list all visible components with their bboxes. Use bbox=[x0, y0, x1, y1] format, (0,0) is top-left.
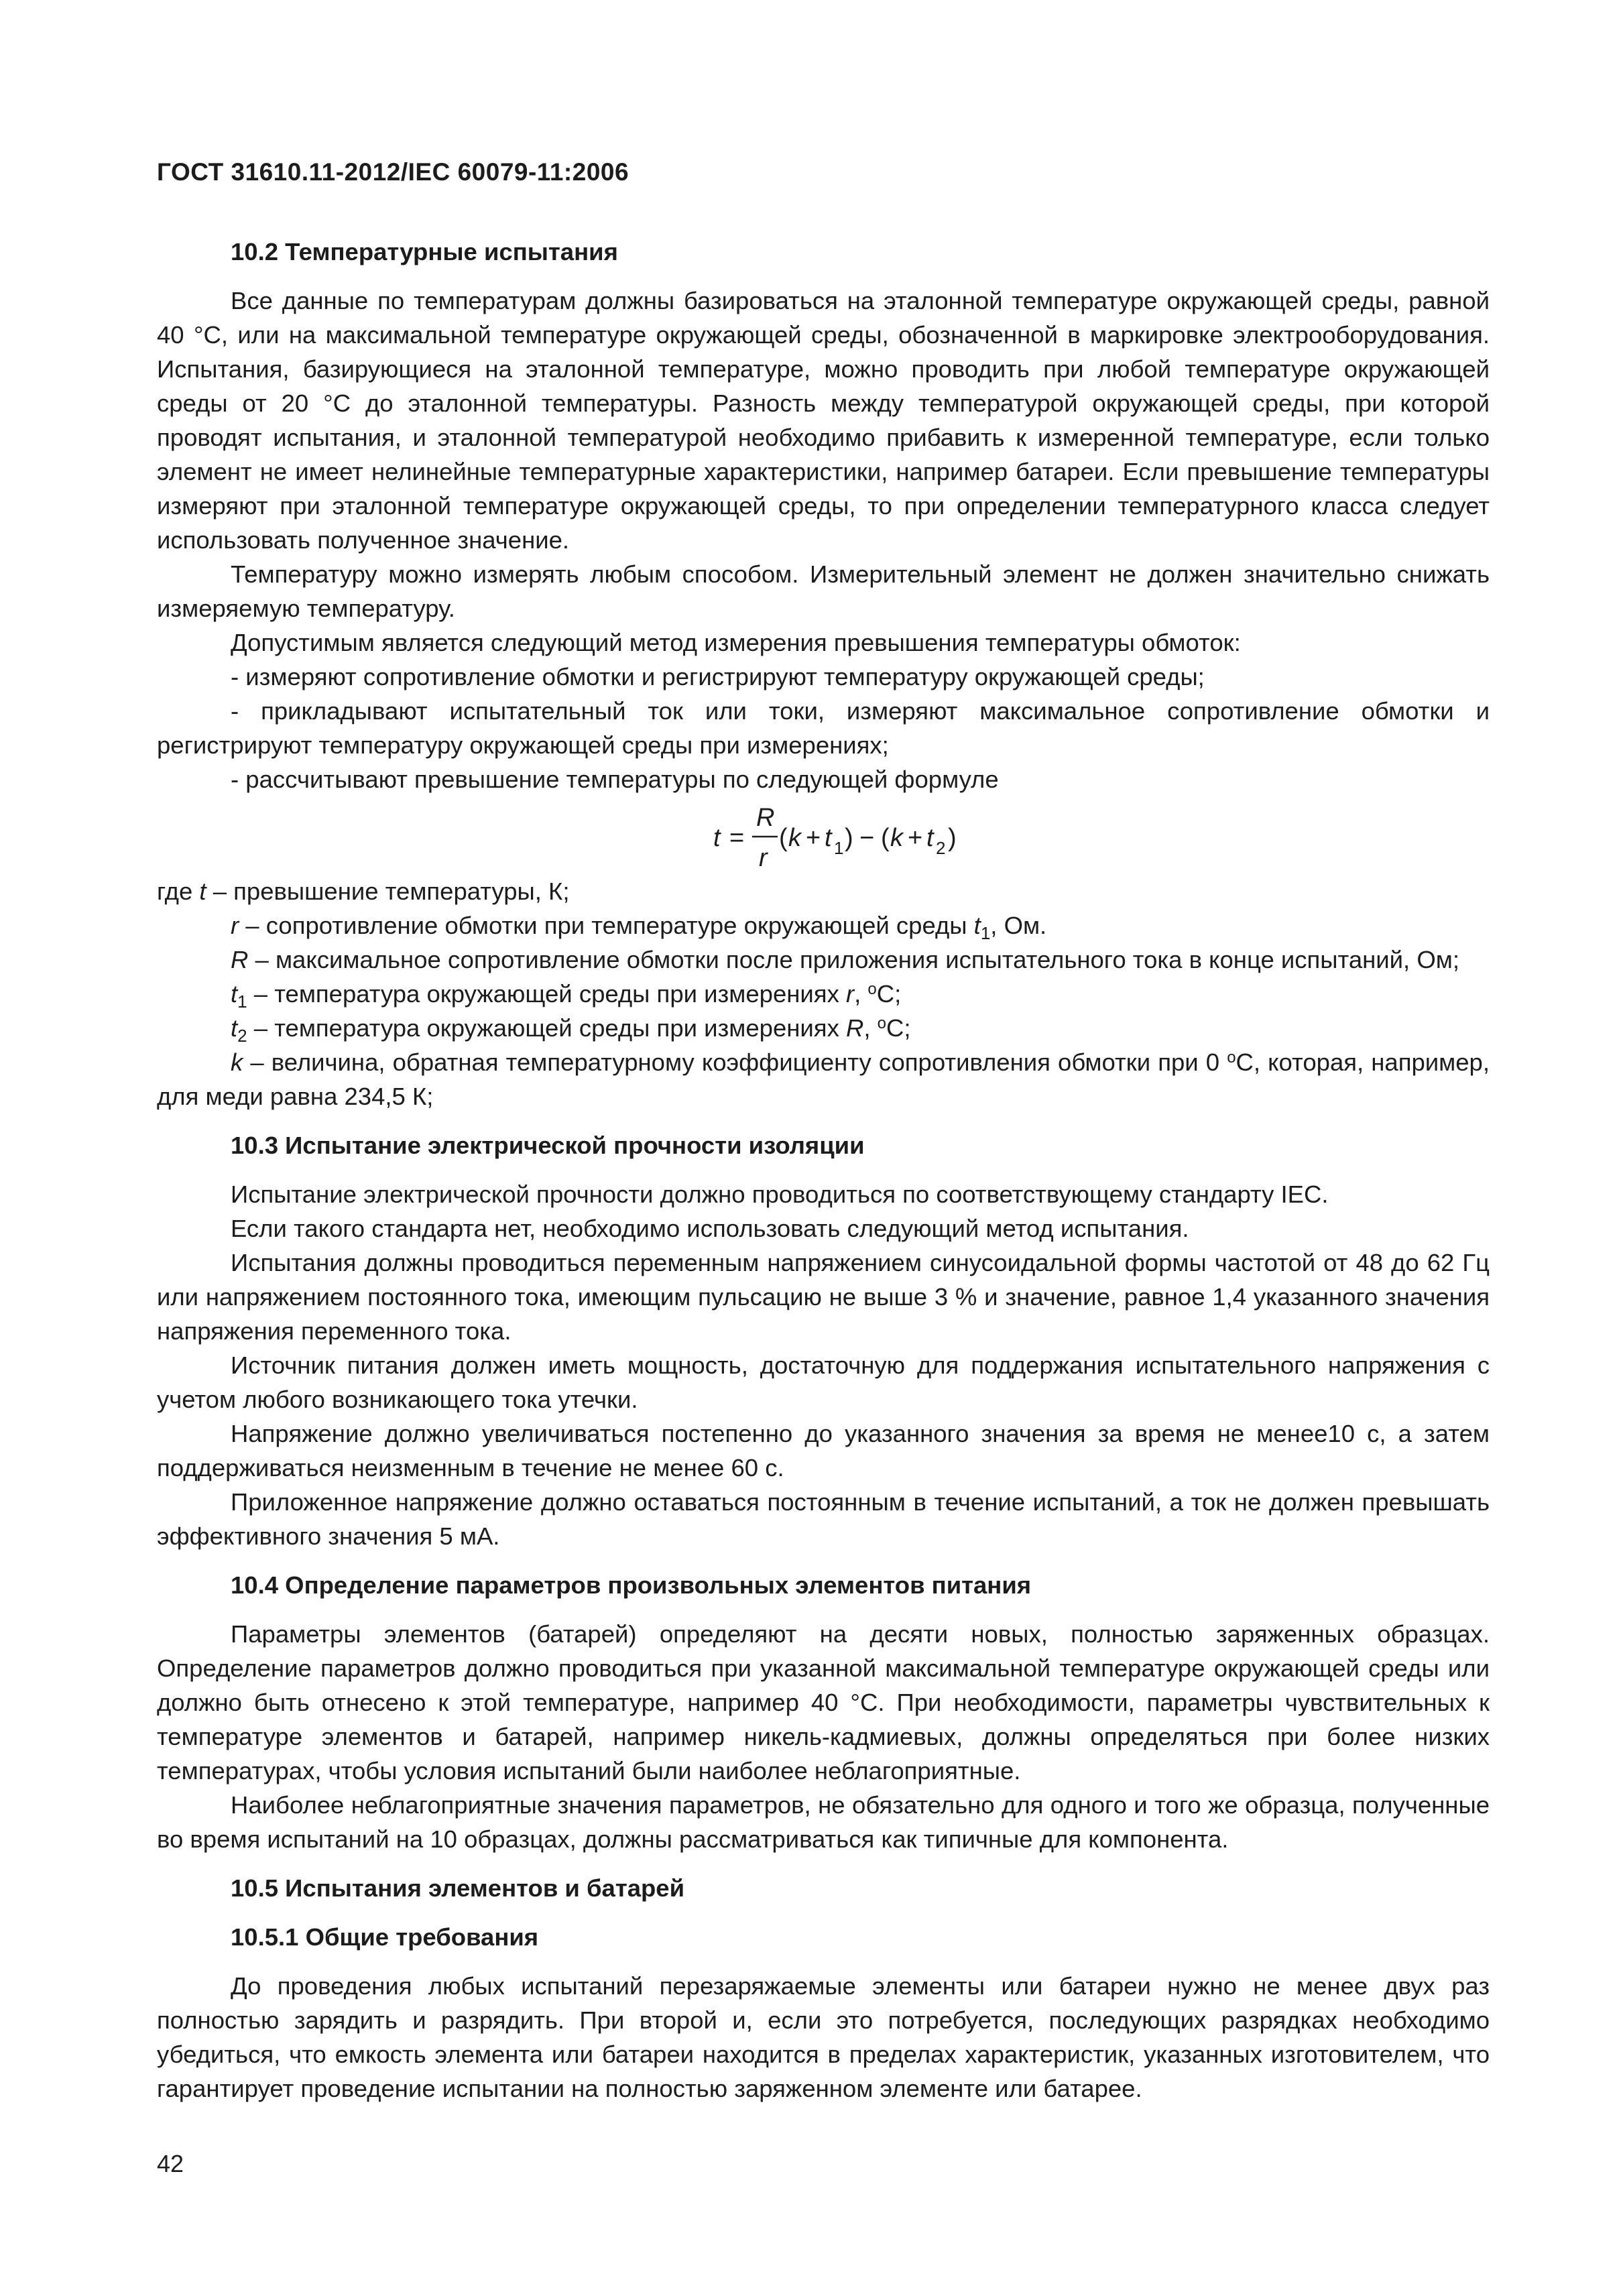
formula-t1: t bbox=[825, 824, 832, 852]
document-body bbox=[157, 235, 1490, 2106]
where-line-r bbox=[157, 908, 1490, 943]
paragraph: Все данные по температурам должны базироваться на эталонной температуре окружающей среды, равной 40 °С, или на максимальной температуре окружающей среды, обозначенной в маркировке электрооборудования. Испытания, базирующиеся на эталонной температуре, можно проводить при любой температуре окружающей среды от 20 °С до эталонной температуры. Разность между температурой окружающей среды, при которой проводят испытания, и эталонной температурой необходимо прибавить к измеренной температуре, если только элемент не имеет нелинейные температурные характеристики, например батареи. Если превышение температуры измеряют при эталонной температуре окружающей среды, то при определении температурного класса следует использовать полученное значение. bbox=[157, 287, 1490, 554]
section-heading-10-3: 10.3 Испытание электрической прочности изоляции bbox=[231, 1132, 865, 1159]
degree-superscript: о bbox=[877, 1014, 886, 1032]
paragraph: Допустимым является следующий метод измерения превышения температуры обмоток: bbox=[231, 629, 1241, 656]
symbol-k: k bbox=[231, 1048, 243, 1076]
formula-t: t bbox=[713, 824, 721, 852]
document-page bbox=[157, 0, 1490, 2296]
list-item: - рассчитывают превышение температуры по следующей формуле bbox=[231, 766, 999, 793]
definition-text: – превышение температуры, К; bbox=[206, 878, 570, 905]
paragraph: Источник питания должен иметь мощность, достаточную для поддержания испытательного напряжения с учетом любого возникающего тока утечки. bbox=[157, 1351, 1490, 1413]
definition-text: С, которая, например, для меди равна 234,5 К; bbox=[157, 1048, 1490, 1110]
formula-sub-2: 2 bbox=[936, 838, 946, 858]
definition-text: – температура окружающей среды при измерениях bbox=[247, 1014, 846, 1042]
definition-text: , bbox=[863, 1014, 878, 1042]
formula-equals: = bbox=[729, 824, 745, 852]
paragraph: Наиболее неблагоприятные значения параметров, не обязательно для одного и того же образца, полученные во время испытаний на 10 образцах, должны рассматриваться как типичные для компонента. bbox=[157, 1791, 1490, 1853]
document-header: ГОСТ 31610.11-2012/IEC 60079-11:2006 bbox=[157, 158, 629, 186]
definition-text: С; bbox=[886, 1014, 911, 1042]
formula-numerator-R: R bbox=[756, 804, 775, 832]
definition-text: – температура окружающей среды при измерениях bbox=[247, 980, 846, 1008]
symbol-t: t bbox=[231, 1014, 238, 1042]
formula-denominator-r: r bbox=[759, 844, 768, 872]
formula-k: k bbox=[788, 824, 801, 852]
paragraph: Приложенное напряжение должно оставаться постоянным в течение испытаний, а ток не должен превышать эффективного значения 5 мА. bbox=[157, 1488, 1490, 1550]
subscript: 1 bbox=[237, 991, 247, 1012]
symbol-t: t bbox=[973, 912, 981, 939]
formula-paren: ( bbox=[881, 824, 890, 852]
subscript: 1 bbox=[980, 923, 991, 943]
list-item: - измеряют сопротивление обмотки и регистрируют температуру окружающей среды; bbox=[231, 663, 1205, 690]
section-heading-10-2: 10.2 Температурные испытания bbox=[231, 238, 618, 265]
paragraph: Температуру можно измерять любым способом. Измерительный элемент не должен значительно снижать измеряемую температуру. bbox=[157, 560, 1490, 622]
definition-text: – сопротивление обмотки при температуре окружающей среды bbox=[239, 912, 974, 939]
symbol-r: r bbox=[845, 980, 855, 1008]
symbol-R: R bbox=[231, 946, 249, 973]
formula-paren: ) bbox=[845, 824, 853, 852]
where-line-t1 bbox=[157, 977, 1490, 1011]
where-line-t2 bbox=[157, 1011, 1490, 1045]
definition-text: – максимальное сопротивление обмотки после приложения испытательного тока в конце испытаний, Ом; bbox=[248, 946, 1459, 973]
subscript: 2 bbox=[237, 1026, 247, 1046]
paragraph: Напряжение должно увеличиваться постепенно до указанного значения за время не менее10 с, а затем поддерживаться неизменным в течение не менее 60 с. bbox=[157, 1420, 1490, 1482]
definition-text: , bbox=[854, 980, 868, 1008]
definition-text: С; bbox=[876, 980, 902, 1008]
paragraph: Если такого стандарта нет, необходимо использовать следующий метод испытания. bbox=[231, 1215, 1189, 1242]
section-heading-10-4: 10.4 Определение параметров произвольных элементов питания bbox=[231, 1571, 1032, 1599]
paragraph: Параметры элементов (батарей) определяют на десяти новых, полностью заряженных образцах. Определение параметров должно проводиться при указанной максимальной температуре окружающей среды или должно быть отнесено к этой температуре, например 40 °С. При необходимости, параметры чувствительных к температуре элементов и батарей, например никель-кадмиевых, должны определяться при более низких температурах, чтобы условия испытаний были наиболее неблагоприятные. bbox=[157, 1620, 1490, 1785]
formula-minus: − bbox=[859, 824, 875, 852]
formula-k: k bbox=[890, 824, 903, 852]
formula-sub-1: 1 bbox=[834, 838, 844, 858]
formula-t2: t bbox=[926, 824, 934, 852]
formula-plus: + bbox=[908, 824, 923, 852]
where-line-t bbox=[157, 874, 1490, 908]
paragraph: Испытания должны проводиться переменным напряжением синусоидальной формы частотой от 48 до 62 Гц или напряжением постоянного тока, имеющим пульсацию не выше 3 % и значение, равное 1,4 указанного значения напряжения переменного тока. bbox=[157, 1249, 1490, 1345]
formula-paren: ( bbox=[779, 824, 788, 852]
paragraph: Испытание электрической прочности должно проводиться по соответствующему стандарту IEC. bbox=[231, 1181, 1329, 1208]
symbol-R: R bbox=[845, 1014, 864, 1042]
formula-plus: + bbox=[806, 824, 821, 852]
symbol-r: r bbox=[231, 912, 239, 939]
definition-text: – величина, обратная температурному коэффициенту сопротивления обмотки при 0 bbox=[243, 1048, 1227, 1076]
where-prefix: где bbox=[157, 878, 200, 905]
symbol-t: t bbox=[231, 980, 238, 1008]
list-item: - прикладывают испытательный ток или токи, измеряют максимальное сопротивление обмотки и регистрируют температуру окружающей среды при измерениях; bbox=[157, 697, 1490, 759]
formula-paren: ) bbox=[948, 824, 957, 852]
section-heading-10-5-1: 10.5.1 Общие требования bbox=[231, 1923, 539, 1951]
temperature-rise-formula bbox=[157, 796, 1490, 874]
page-number: 42 bbox=[157, 2150, 184, 2177]
degree-superscript: о bbox=[867, 980, 877, 998]
paragraph: До проведения любых испытаний перезаряжаемые элементы или батареи нужно не менее двух раз полностью зарядить и разрядить. При второй и, если это потребуется, последующих разрядках необходимо убедиться, что емкость элемента или батареи находится в пределах характеристик, указанных изготовителем, что гарантирует проведение испытании на полностью заряженном элементе или батарее. bbox=[157, 1972, 1490, 2102]
definition-text: , Ом. bbox=[990, 912, 1047, 939]
degree-superscript: о bbox=[1227, 1048, 1236, 1067]
section-heading-10-5: 10.5 Испытания элементов и батарей bbox=[231, 1874, 685, 1902]
where-line-k bbox=[157, 1045, 1490, 1113]
formula-graphic bbox=[686, 796, 995, 874]
symbol-t: t bbox=[199, 878, 206, 905]
where-line-R bbox=[157, 943, 1490, 977]
